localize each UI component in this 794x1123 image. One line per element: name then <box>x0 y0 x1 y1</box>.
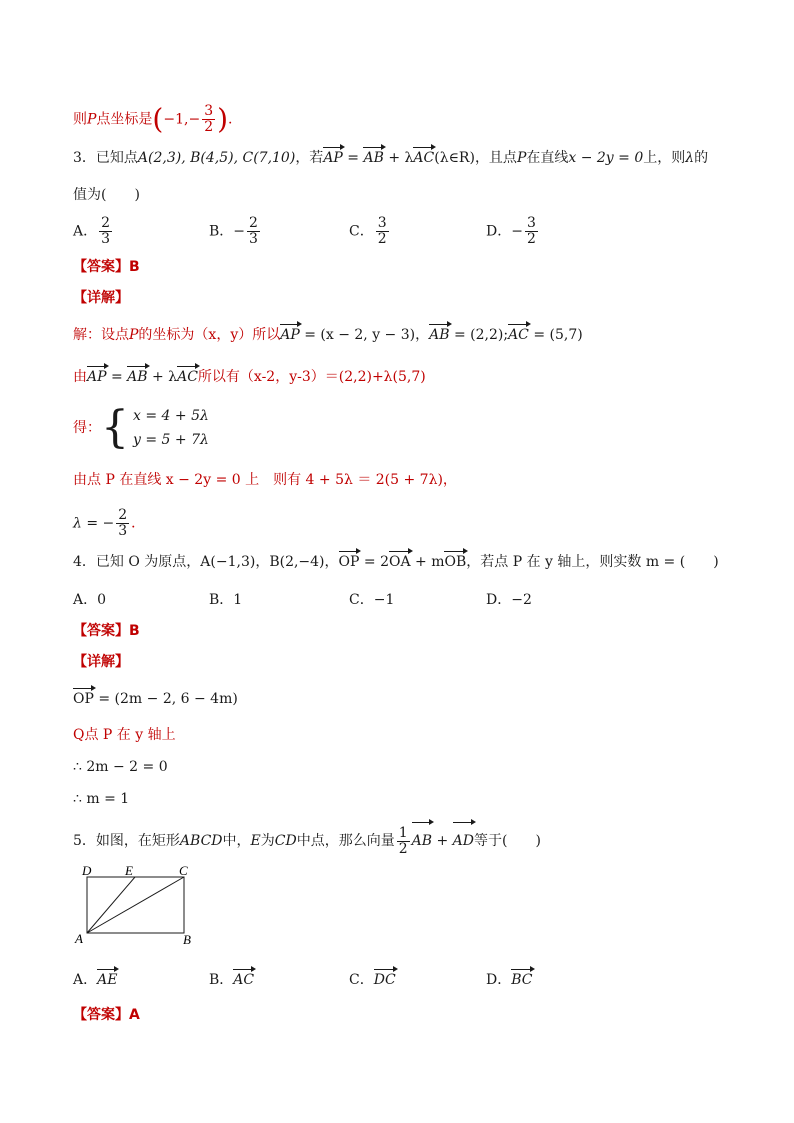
plus-lambda: + λ <box>147 369 178 385</box>
text: 3．已知点 <box>73 150 138 166</box>
rectangle-name: ABCD <box>179 833 223 849</box>
label-b: B <box>183 932 191 947</box>
text: 在直线 <box>526 150 569 166</box>
q5-option-d[interactable] <box>486 970 533 990</box>
numerator: 3 <box>204 103 214 119</box>
q3-stem-line1 <box>73 148 708 168</box>
fraction <box>525 216 538 247</box>
text: 5．如图，在矩形 <box>73 833 180 849</box>
text: 中， <box>222 833 251 849</box>
vector-op: OP <box>338 554 360 570</box>
line-equation: x − 2y = 0 <box>568 150 644 166</box>
vector-ae: AE <box>97 972 118 988</box>
label-c: C <box>179 863 188 878</box>
text: 解：设点 <box>73 327 129 343</box>
equation: y = 5 + 7λ <box>133 432 209 448</box>
vector-ac: AC <box>177 369 198 385</box>
segment-cd: CD <box>274 833 297 849</box>
point-e: E <box>250 833 261 849</box>
segment-ac <box>87 877 184 933</box>
q4-solution-line4: ∴ m = 1 <box>73 791 130 807</box>
text: 所以有（x-2，y-3）＝(2,2)+λ(5,7) <box>197 369 426 385</box>
fraction <box>247 216 260 247</box>
vector-ob: OB <box>444 554 467 570</box>
paren: ( <box>152 102 164 136</box>
vector-ap: AP <box>280 327 300 343</box>
numerator: 2 <box>118 507 128 523</box>
q3-option-a[interactable] <box>73 216 114 247</box>
option-label: D． <box>486 972 512 988</box>
text: 的 <box>694 150 709 166</box>
point-p: P <box>516 150 527 166</box>
segment-ae <box>87 877 135 933</box>
label-e: E <box>125 863 133 878</box>
option-label: A． <box>73 223 98 240</box>
q4-option-a[interactable] <box>73 590 106 610</box>
q3-solution-result <box>73 508 145 539</box>
q3-stem-line2: 值为( ) <box>73 187 140 203</box>
vector-ab: AB <box>363 150 384 166</box>
q3-solution-line4: 由点 P 在直线 x − 2y = 0 上 则有 4 + 5λ ＝ 2(5 + 7λ)， <box>73 472 457 488</box>
rectangle-figure <box>73 863 213 949</box>
option-label: C． <box>349 223 374 240</box>
option-label: C． <box>349 972 374 988</box>
sign: − <box>233 223 246 240</box>
denominator: 3 <box>249 231 258 247</box>
period: . <box>228 111 233 128</box>
denominator: 2 <box>204 119 214 135</box>
vector-ac: AC <box>413 150 435 166</box>
label-a: A <box>75 931 83 946</box>
vector-ac: AC <box>508 327 529 343</box>
numerator: 3 <box>526 215 536 231</box>
expr: = (2m − 2, 6 − 4m) <box>93 691 238 707</box>
denominator: 2 <box>377 231 387 247</box>
vector-ab: AB <box>429 327 450 343</box>
text: ，若点 P 在 y 轴上，则实数 m = ( ) <box>466 554 719 570</box>
lambda: λ <box>685 150 695 166</box>
points: A(2,3), B(4,5), C(7,10) <box>137 150 296 166</box>
expr: + m <box>410 554 445 570</box>
q4-solution-line1 <box>73 689 238 709</box>
q5-option-b[interactable] <box>209 970 254 990</box>
q3-option-d[interactable] <box>486 216 540 247</box>
option-label: B． <box>209 972 234 988</box>
text: 等于( ) <box>474 833 541 849</box>
fraction <box>376 216 389 247</box>
expr: = (x − 2, y − 3)， <box>299 327 430 343</box>
expr: = 2 <box>359 554 389 570</box>
fraction <box>202 104 215 135</box>
q3-detail-heading: 【详解】 <box>73 290 129 306</box>
q5-answer: 【答案】A <box>73 1007 140 1023</box>
q3-solution-line2 <box>73 367 426 387</box>
text: 点坐标是 <box>96 111 153 128</box>
q5-option-a[interactable] <box>73 970 117 990</box>
fraction <box>116 508 129 539</box>
equation: x = 4 + 5λ <box>133 408 209 424</box>
option-label: B． <box>209 592 234 608</box>
q4-answer: 【答案】B <box>73 623 140 639</box>
vector-oa: OA <box>388 554 411 570</box>
vector-ap: AP <box>323 150 343 166</box>
option-label: C． <box>349 592 374 608</box>
fraction <box>99 216 112 247</box>
q4-option-d[interactable] <box>486 590 532 610</box>
q3-solution-line1 <box>73 325 583 345</box>
q5-stem <box>73 823 541 859</box>
point-p: P <box>129 327 139 343</box>
q3-solution-system <box>73 404 209 452</box>
numerator: 2 <box>101 215 111 231</box>
text: 4．已知 O 为原点，A(−1,3)，B(2,−4)， <box>73 554 339 570</box>
plus: + <box>432 833 453 849</box>
q4-option-b[interactable] <box>209 590 242 610</box>
prev-answer-line <box>73 104 233 135</box>
brace-icon: { <box>101 402 129 453</box>
q4-detail-heading: 【详解】 <box>73 654 129 670</box>
text: 中点，那么向量 <box>296 833 395 849</box>
q3-option-c[interactable] <box>349 216 391 247</box>
q4-option-c[interactable] <box>349 590 394 610</box>
option-value: 1 <box>233 592 243 608</box>
text: 由 <box>73 369 87 385</box>
vector-ad: AD <box>453 823 474 859</box>
denominator: 3 <box>101 231 111 247</box>
option-label: B． <box>209 223 234 240</box>
denominator: 2 <box>398 840 408 857</box>
text: 则 <box>73 111 87 128</box>
q5-option-c[interactable] <box>349 970 396 990</box>
paren: ) <box>217 102 229 136</box>
denominator: 2 <box>526 231 536 247</box>
expr: = (5,7) <box>528 327 583 343</box>
denominator: 3 <box>118 523 128 539</box>
vector-ap: AP <box>87 369 107 385</box>
minus: − <box>188 111 201 128</box>
text: 得： <box>73 420 101 436</box>
vector-ab: AB <box>127 369 148 385</box>
text: ，若 <box>295 150 324 166</box>
option-label: A． <box>73 592 98 608</box>
vector-bc: BC <box>511 972 533 988</box>
q3-answer: 【答案】B <box>73 259 140 275</box>
option-label: D． <box>486 223 512 240</box>
equals: = <box>342 150 364 166</box>
vector-op: OP <box>73 691 94 707</box>
option-value: 0 <box>97 592 107 608</box>
equation-system <box>133 404 209 452</box>
fraction <box>397 826 410 857</box>
period: ． <box>131 515 146 532</box>
plus-lambda: + λ <box>383 150 414 166</box>
point-p: P <box>87 111 97 128</box>
vector-dc: DC <box>373 972 396 988</box>
condition: (λ∈R) <box>434 150 475 166</box>
label-d: D <box>82 863 92 878</box>
expr: λ = − <box>73 515 115 532</box>
option-value: −1 <box>373 592 395 608</box>
text: ，且点 <box>474 150 517 166</box>
text: 的坐标为（x，y）所以 <box>138 327 281 343</box>
q3-option-b[interactable] <box>209 216 262 247</box>
equals: = <box>106 369 128 385</box>
option-value: −2 <box>511 592 532 608</box>
q3-options <box>73 216 673 256</box>
q4-solution-line2: Q点 P 在 y 轴上 <box>73 727 176 743</box>
numerator: 1 <box>398 824 408 841</box>
q4-solution-line3: ∴ 2m − 2 = 0 <box>73 759 168 775</box>
numerator: 2 <box>249 215 258 231</box>
sign: − <box>511 223 523 240</box>
text: 上，则 <box>643 150 686 166</box>
vector-ac: AC <box>233 972 255 988</box>
option-label: D． <box>486 592 512 608</box>
coord-x: −1, <box>163 111 189 128</box>
q4-stem <box>73 552 719 572</box>
text: 为 <box>260 833 275 849</box>
vector-ab: AB <box>412 823 432 859</box>
option-label: A． <box>73 972 98 988</box>
numerator: 3 <box>377 215 387 231</box>
expr: = (2,2); <box>449 327 509 343</box>
